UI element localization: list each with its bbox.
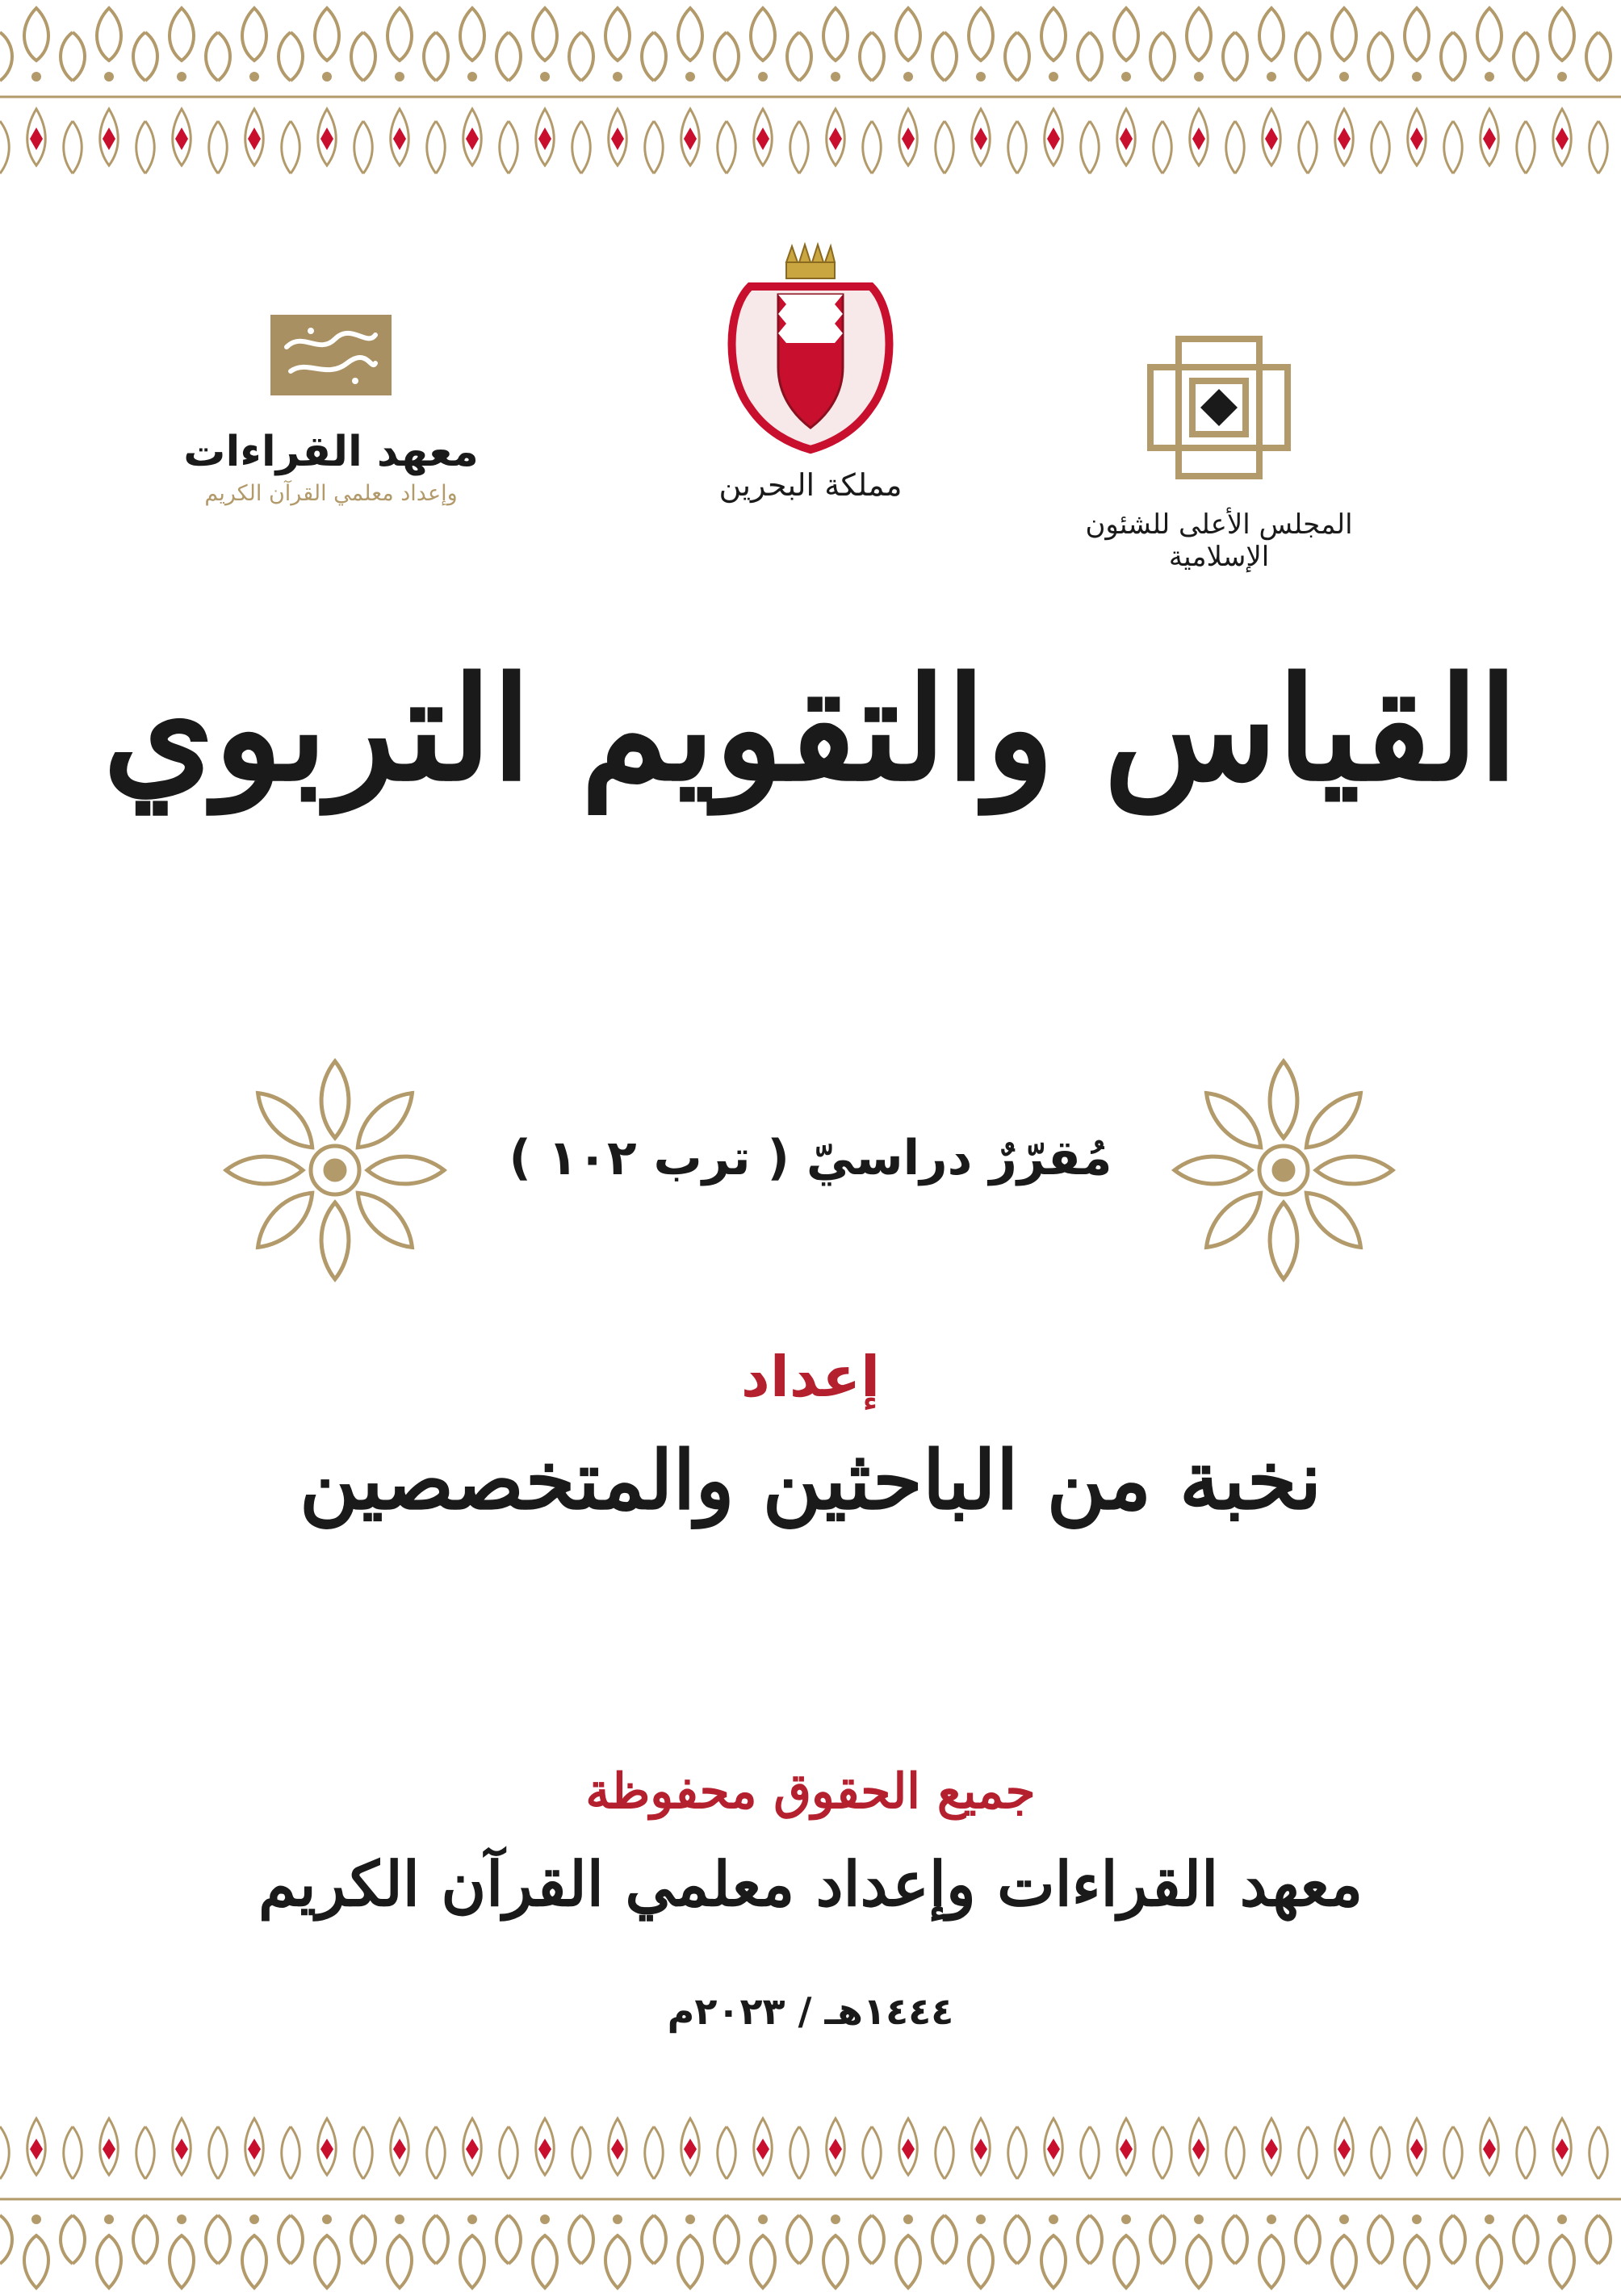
institute-subtitle: وإعداد معلمي القرآن الكريم [204,481,458,506]
bahrain-coat-of-arms-icon [718,238,903,456]
rights-notice: جميع الحقوق محفوظة [585,1763,1036,1820]
state-logo [673,238,948,503]
council-name: المجلس الأعلى للشئون الإسلامية [1085,508,1353,573]
institute-name: معهد القراءات [183,428,479,476]
publisher-name: معهد القراءات وإعداد معلمي القرآن الكريم [258,1848,1363,1920]
council-logo [1082,331,1356,573]
course-code: مُقرّرٌ دراسيّ ( ترب ١٠٢ ) [509,1130,1112,1186]
bottom-ornament-band [0,2110,1621,2296]
prepared-label: إعداد [740,1344,881,1410]
state-name: مملكة البحرين [718,467,903,503]
prepared-by: نخبة من الباحثين والمتخصصين [299,1432,1322,1528]
page-title: القياس والتقويم التربوي [103,646,1518,813]
institute-logo [178,315,484,506]
kufic-square-emblem-icon [1142,331,1296,484]
top-ornament-band [0,0,1621,186]
publication-date: ١٤٤٤هـ / ٢٠٢٣م [667,1989,954,2033]
institute-calligraphy-emblem-icon [270,315,392,395]
